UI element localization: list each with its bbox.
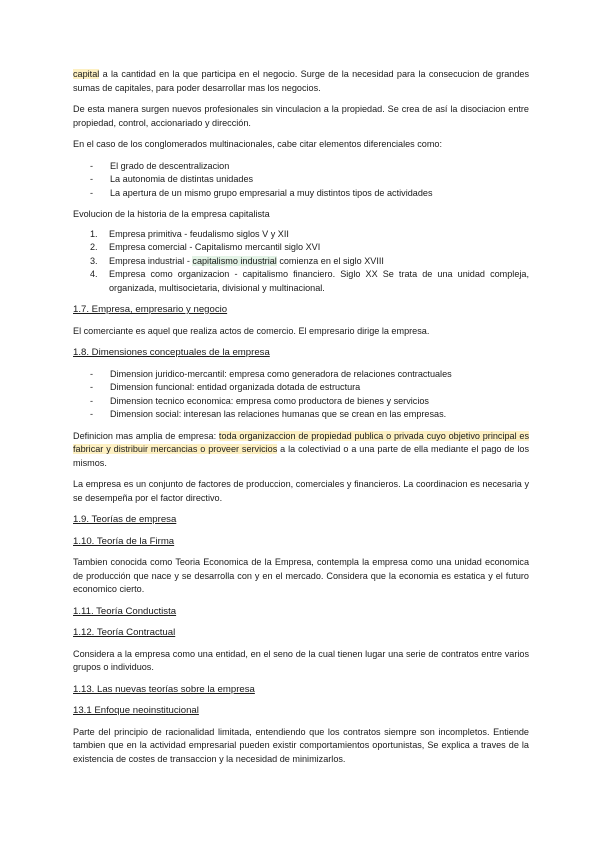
definicion-paragraph [73, 430, 529, 471]
list-text: Empresa como organizacion - capitalismo financiero. Siglo XX Se trata de una unidad compleja, organizada, multisocietaria, divisional y multinacional. [109, 269, 529, 293]
list-item: - Dimension social: interesan las relaciones humanas que se crean en las empresas. [73, 408, 529, 422]
evolucion-title: Evolucion de la historia de la empresa capitalista [73, 209, 270, 219]
section-heading-1-10: 1.10. Teoría de la Firma [73, 535, 175, 547]
list-item [73, 255, 529, 269]
highlight-capital: capital [73, 69, 100, 79]
list-text: comienza en el siglo XVIII [276, 255, 384, 266]
definicion-tail: a la colectiviad o a una parte de ella mediante el pago de los mismos. [73, 444, 529, 468]
list-number: 2. [90, 242, 98, 252]
dimensiones-list [73, 368, 529, 422]
list-text: Empresa primitiva - feudalismo siglos V y XII [109, 228, 289, 239]
section-13-1-body: Parte del principio de racionalidad limitada, entendiendo que los contratos siempre son incompletos. Entiende tambien que en la actividad empresarial pueden existir comportamientos oportunistas, Se explica a traves de la existencia de costes de transaccion y la necesidad de minimizarlos. [73, 726, 529, 764]
section-heading-1-11: 1.11. Teoría Conductista [73, 605, 177, 617]
profesionales-paragraph: De esta manera surgen nuevos profesionales sin vinculacion a la propiedad. Se crea de así la disociacion entre propiedad, control, accionariado y dirección. [73, 104, 529, 128]
section-heading-1-8: 1.8. Dimensiones conceptuales de la empresa [73, 347, 270, 358]
section-1-12-body: Considera a la empresa como una entidad, en el seno de la cual tienen lugar una serie de contratos entre varios grupos o individuos. [73, 648, 529, 672]
list-item: - La apertura de un mismo grupo empresarial a muy distintos tipos de actividades [73, 187, 529, 201]
list-item: - La autonomia de distintas unidades [73, 173, 529, 187]
intro-paragraph [73, 68, 529, 95]
highlight-capitalismo-industrial: capitalismo industrial [192, 255, 277, 266]
list-item [73, 228, 529, 242]
list-item: - El grado de descentralizacion [73, 160, 529, 174]
list-item: - Dimension funcional: entidad organizada dotada de estructura [73, 381, 529, 395]
section-1-10-body: Tambien conocida como Teoria Economica de la Empresa, contempla la empresa como una unidad economica de producción que nace y se desarrolla con y en el mercado. Considera que la economia es estatica y el futuro economico cierto. [73, 557, 529, 594]
list-item: - Dimension juridico-mercantil: empresa como generadora de relaciones contractuales [73, 368, 529, 382]
list-text: Empresa comercial - Capitalismo mercantil siglo XVI [109, 242, 321, 252]
section-heading-1-9: 1.9. Teorías de empresa [73, 514, 177, 525]
list-number: 4. [90, 269, 98, 279]
section-heading-1-7: 1.7. Empresa, empresario y negocio [73, 304, 228, 315]
intro-text: a la cantidad en la que participa en el negocio. Surge de la necesidad para la consecucion de grandes sumas de capitales, para poder desarrollar mas los negocios. [73, 69, 529, 93]
list-number: 1. [90, 228, 98, 239]
list-text: Empresa industrial - [109, 255, 193, 266]
section-1-7-body: El comerciante es aquel que realiza actos de comercio. El empresario dirige la empresa. [73, 325, 430, 336]
section-heading-1-13: 1.13. Las nuevas teorías sobre la empresa [73, 683, 255, 695]
conglomerados-list [73, 160, 529, 201]
list-item: - Dimension tecnico economica: empresa como productora de bienes y servicios [73, 395, 529, 409]
conglomerados-paragraph: En el caso de los conglomerados multinacionales, cabe citar elementos diferenciales como: [73, 139, 442, 149]
evolucion-list [73, 228, 529, 296]
section-heading-13-1: 13.1 Enfoque neoinstitucional [73, 705, 199, 716]
list-item [73, 241, 529, 255]
document-page [73, 68, 529, 774]
list-item [73, 268, 529, 295]
section-heading-1-12: 1.12. Teoría Contractual [73, 627, 176, 638]
conjunto-paragraph: La empresa es un conjunto de factores de produccion, comerciales y financieros. La coordinacion es necesaria y se desempeña por el factor directivo. [73, 479, 529, 503]
highlight-definicion: toda organizaccion de propiedad publica o privada cuyo objetivo principal es fabricar y distribuir mercancias o proveer servicios [73, 430, 529, 454]
list-number: 3. [90, 255, 98, 266]
definicion-lead: Definicion mas amplia de empresa: [73, 430, 219, 441]
